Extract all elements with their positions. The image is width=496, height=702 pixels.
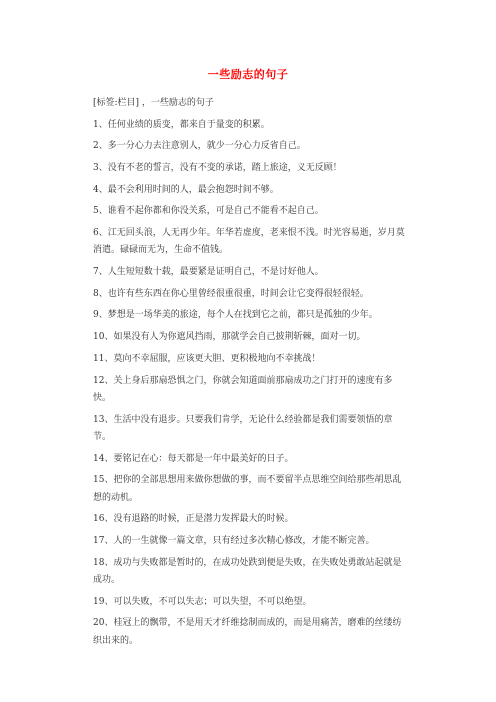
list-item: 18、成功与失败都是暂时的，在成功处跌到便是失败，在失败处勇敢站起就是成功。 — [93, 557, 402, 585]
list-item: 15、把你的全部思想用来做你想做的事，而不要留半点思维空间给那些胡思乱想的动机。 — [93, 475, 402, 503]
list-item: 4、最不会利用时间的人，最会抱怨时间不够。 — [93, 184, 279, 195]
list-item: 20、桂冠上的飘带，不是用天才纤维捻制而成的，而是用痛苦，磨难的丝缕纺织出来的。 — [93, 618, 402, 646]
list-item: 10、如果没有人为你遮风挡雨，那就学会自己披荆斩棘，面对一切。 — [93, 332, 366, 343]
list-item: 3、没有不老的誓言，没有不变的承诺，踏上旅途，义无反顾！ — [93, 163, 342, 174]
list-item: 6、江无回头浪，人无再少年。年华若虚度，老来恨不浅。时光容易逝，岁月莫消遣。碌碌而无为，生命不值钱。 — [93, 228, 405, 256]
list-item: 5、谁看不起你都和你没关系，可是自己不能看不起自己。 — [93, 206, 324, 217]
list-item: 8、也许有些东西在你心里曾经很重很重，时间会让它变得很轻很轻。 — [93, 288, 369, 299]
list-item: 1、任何业绩的质变，都来自于量变的积累。 — [93, 119, 270, 130]
page-title: 一些励志的句子 — [207, 68, 289, 81]
list-item: 14、要铭记在心：每天都是一年中最美好的日子。 — [93, 453, 294, 464]
list-item: 17、人的一生就像一篇文章，只有经过多次精心修改，才能不断完善。 — [93, 535, 375, 546]
intro-line: [标签:栏目] ，一些励志的句子 — [93, 98, 214, 108]
list-item: 11、莫向不幸屈服，应该更大胆、更积极地向不幸挑战！ — [93, 353, 321, 364]
list-item: 9、梦想是一场华美的旅途，每个人在找到它之前，都只是孤独的少年。 — [93, 310, 378, 321]
document-body — [93, 95, 408, 654]
list-item: 16、没有退路的时候，正是潜力发挥最大的时候。 — [93, 514, 294, 525]
list-item: 2、多一分心力去注意别人，就少一分心力反省自己。 — [93, 141, 306, 152]
list-item: 13、生活中没有退步。只要我们肯学，无论什么经验都是我们需要领悟的章节。 — [93, 414, 393, 442]
list-item: 12、关上身后那扇恐惧之门，你就会知道面前那扇成功之门打开的速度有多快。 — [93, 375, 393, 403]
list-item: 19、可以失败，不可以失志；可以失望，不可以绝望。 — [93, 596, 312, 607]
list-item: 7、人生短短数十载，最要紧是证明自己，不是讨好他人。 — [93, 267, 324, 278]
